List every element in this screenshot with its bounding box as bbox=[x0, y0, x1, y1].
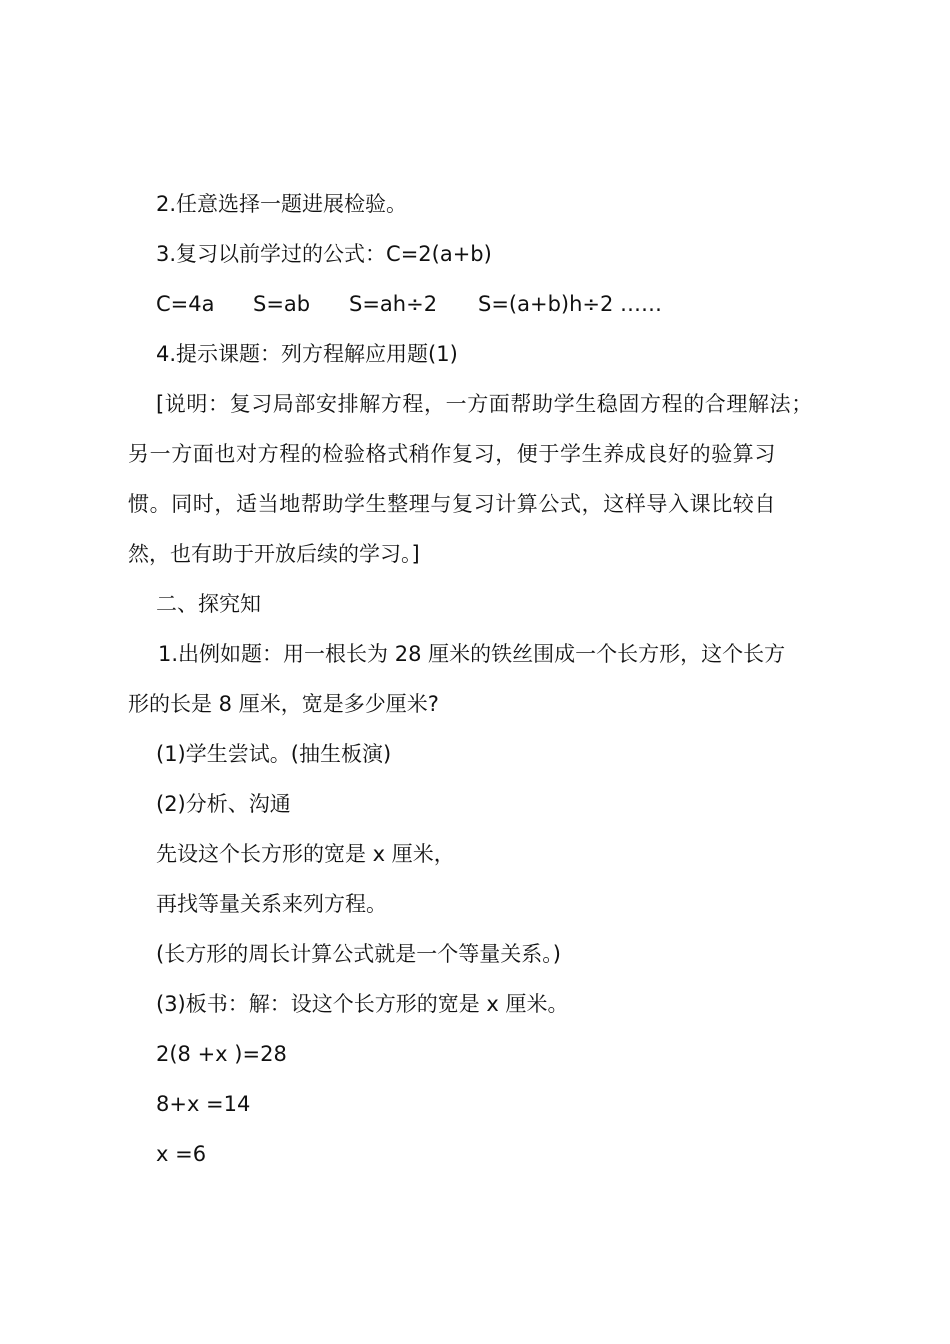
text-line-note-3: 惯。同时，适当地帮助学生整理与复习计算公式，这样导入课比较自 bbox=[128, 492, 776, 516]
text-line-example-2: 形的长是 8 厘米，宽是多少厘米? bbox=[128, 692, 439, 716]
formula-rectangle-area: S=ab bbox=[253, 292, 311, 316]
text-line-relation: 再找等量关系来列方程。 bbox=[156, 892, 387, 916]
text-line-step-2: (2)分析、沟通 bbox=[156, 792, 291, 816]
section-heading: 二、探究知 bbox=[156, 592, 261, 616]
formula-triangle-area: S=ah÷2 bbox=[349, 292, 438, 316]
text-line-topic: 4.提示课题：列方程解应用题(1) bbox=[156, 342, 458, 366]
text-line-example-1: 1.出例如题：用一根长为 28 厘米的铁丝围成一个长方形，这个长方 bbox=[158, 642, 786, 666]
text-line-assume: 先设这个长方形的宽是 x 厘米， bbox=[156, 842, 455, 866]
equation-line-1: 2(8 +x )=28 bbox=[156, 1042, 287, 1066]
text-line-review-formulas: 3.复习以前学过的公式：C=2(a+b) bbox=[156, 242, 492, 266]
text-line-review-check: 2.任意选择一题进展检验。 bbox=[156, 192, 408, 216]
equation-line-3: x =6 bbox=[156, 1142, 207, 1166]
formula-trapezoid-area: S=(a+b)h÷2 …… bbox=[478, 292, 663, 316]
text-line-perimeter-note: (长方形的周长计算公式就是一个等量关系。) bbox=[156, 942, 561, 966]
text-line-note-4: 然，也有助于开放后续的学习。] bbox=[128, 542, 420, 566]
text-line-note-2: 另一方面也对方程的检验格式稍作复习，便于学生养成良好的验算习 bbox=[128, 442, 776, 466]
formula-square-perimeter: C=4a bbox=[156, 292, 215, 316]
equation-line-2: 8+x =14 bbox=[156, 1092, 251, 1116]
text-line-note-1: [说明：复习局部安排解方程，一方面帮助学生稳固方程的合理解法； bbox=[156, 392, 813, 416]
text-line-step-3: (3)板书：解：设这个长方形的宽是 x 厘米。 bbox=[156, 992, 569, 1016]
text-line-step-1: (1)学生尝试。(抽生板演) bbox=[156, 742, 392, 766]
formula-row bbox=[156, 289, 776, 319]
